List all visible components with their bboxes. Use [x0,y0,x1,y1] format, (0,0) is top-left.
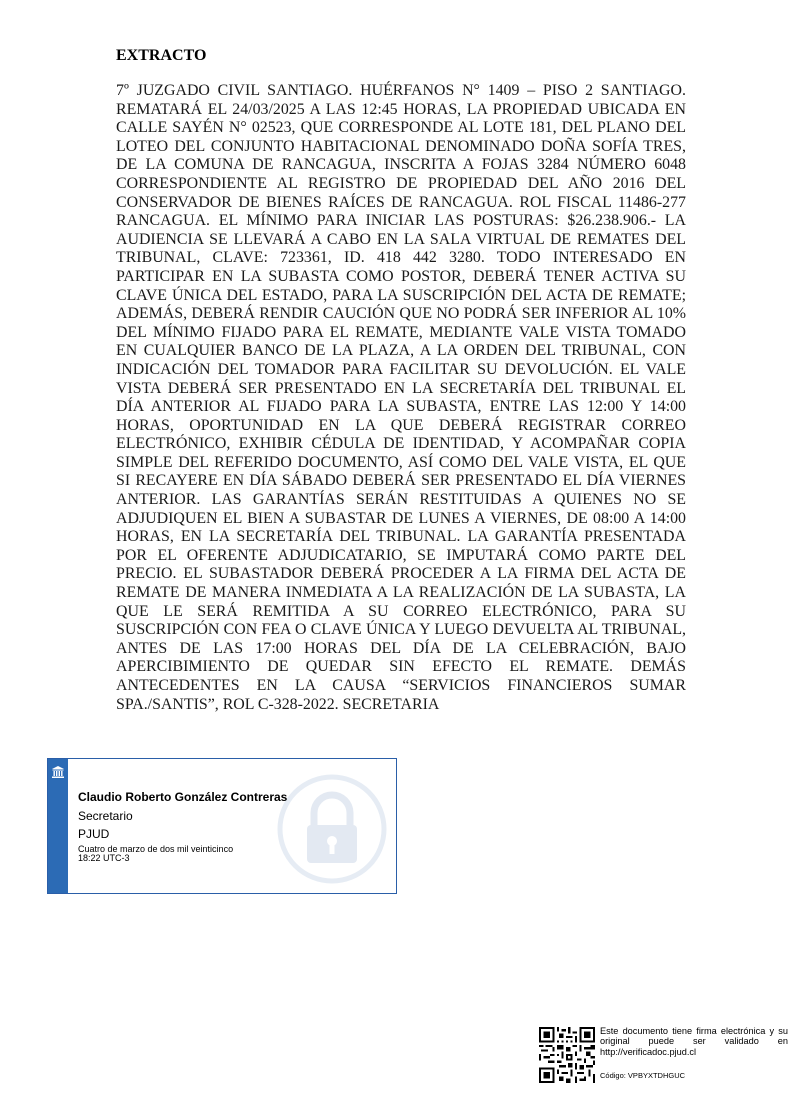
signer-role: Secretario [78,809,133,823]
signature-date: Cuatro de marzo de dos mil veinticinco [78,844,234,854]
document-title: EXTRACTO [116,47,207,64]
verification-code: Código: VPBYXTDHGUC [600,1071,686,1080]
courthouse-icon [51,765,65,779]
qr-code-icon [539,1027,595,1083]
lock-watermark-icon [276,773,388,885]
signer-organization: PJUD [78,827,110,841]
verification-notice: Este documento tiene firma electrónica y su original puede ser validado en http://verificadoc.pjud.cl [600,1026,788,1057]
signature-time: 18:22 UTC-3 [78,853,130,863]
document-body: 7º JUZGADO CIVIL SANTIAGO. HUÉRFANOS N° 1409 – PISO 2 SANTIAGO. REMATARÁ EL 24/03/2025 A LAS 12:45 HORAS, LA PROPIEDAD UBICADA EN CALLE SAYÉN N° 02523, QUE CORRESPONDE AL LOTE 181, DEL PLANO DEL LOTEO DEL CONJUNTO HABITACIONAL DENOMINADO DOÑA SOFÍA TRES, DE LA COMUNA DE RANCAGUA, INSCRITA A FOJAS 3284 NÚMERO 6048 CORRESPONDIENTE AL REGISTRO DE PROPIEDAD DEL AÑO 2016 DEL CONSERVADOR DE BIENES RAÍCES DE RANCAGUA. ROL FISCAL 11486-277 RANCAGUA. EL MÍNIMO PARA INICIAR LAS POSTURAS: $26.238.906.- LA AUDIENCIA SE LLEVARÁ A CABO EN LA SALA VIRTUAL DE REMATES DEL TRIBUNAL, CLAVE: 723361, ID. 418 442 3280. TODO INTERESADO EN PARTICIPAR EN LA SUBASTA COMO POSTOR, DEBERÁ TENER ACTIVA SU CLAVE ÚNICA DEL ESTADO, PARA LA SUSCRIPCIÓN DEL ACTA DE REMATE; ADEMÁS, DEBERÁ RENDIR CAUCIÓN QUE NO PODRÁ SER INFERIOR AL 10% DEL MÍNIMO FIJADO PARA EL REMATE, MEDIANTE VALE VISTA TOMADO EN CUALQUIER BANCO DE LA PLAZA, A LA ORDEN DEL TRIBUNAL, CON INDICACIÓN DEL TOMADOR PARA FACILITAR SU DEVOLUCIÓN. EL VALE VISTA DEBERÁ SER PRESENTADO EN LA SECRETARÍA DEL TRIBUNAL EL DÍA ANTERIOR AL FIJADO PARA LA SUBASTA, ENTRE LAS 12:00 Y 14:00 HORAS, OPORTUNIDAD EN LA QUE DEBERÁ REGISTRAR CORREO ELECTRÓNICO, EXHIBIR CÉDULA DE IDENTIDAD, Y ACOMPAÑAR COPIA SIMPLE DEL REFERIDO DOCUMENTO, ASÍ COMO DEL VALE VISTA, EL QUE SI RECAYERE EN DÍA SÁBADO DEBERÁ SER PRESENTADO EL DÍA VIERNES ANTERIOR. LAS GARANTÍAS SERÁN RESTITUIDAS A QUIENES NO SE ADJUDIQUEN EL BIEN A SUBASTAR DE LUNES A VIERNES, DE 08:00 A 14:00 HORAS, EN LA SECRETARÍA DEL TRIBUNAL. LA GARANTÍA PRESENTADA POR EL OFERENTE ADJUDICATARIO, SE IMPUTARÁ COMO PARTE DEL PRECIO. EL SUBASTADOR DEBERÁ PROCEDER A LA FIRMA DEL ACTA DE REMATE DE MANERA INMEDIATA A LA REALIZACIÓN DE LA SUBASTA, LA QUE LE SERÁ REMITIDA A SU CORREO ELECTRÓNICO, PARA SU SUSCRIPCIÓN CON FEA O CLAVE ÚNICA Y LUEGO DEVUELTA AL TRIBUNAL, ANTES DE LAS 17:00 HORAS DEL DÍA DE LA CELEBRACIÓN, BAJO APERCIBIMIENTO DE QUEDAR SIN EFECTO EL REMATE. DEMÁS ANTECEDENTES EN LA CAUSA “SERVICIOS FINANCIEROS SUMAR SPA./SANTIS”, ROL C-328-2022. SECRETARIA [116,82,686,713]
signer-name: Claudio Roberto González Contreras [78,790,288,804]
signature-sidebar [48,759,68,893]
signature-block [47,758,397,894]
